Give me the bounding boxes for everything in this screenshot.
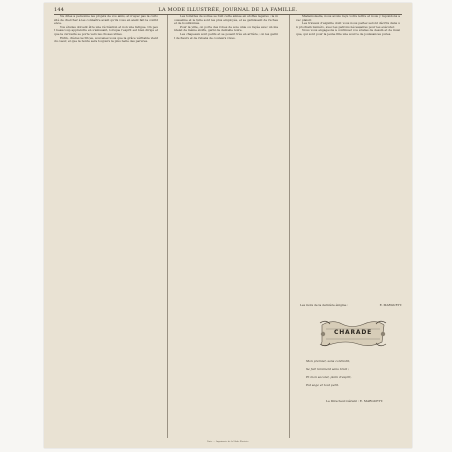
page-number: 144: [54, 7, 65, 13]
column-divider: [289, 15, 290, 438]
charade-title: CHARADE: [333, 329, 372, 336]
solution-label: Les mots de la dernière énigme :: [300, 303, 349, 307]
paragraph: Ne dites à personne les projets de vos amis, et n'ayez pas la curiosité de chercher à les connaître avant qu'ils vous en aient fait la confidence.: [54, 15, 158, 26]
paragraph: Enfin, chères lectrices, souvenez-vous que la grâce véritable vient du cœur, et que la bonté sera toujours la plus belle des parures.: [54, 35, 158, 44]
column-divider: [167, 15, 168, 438]
director-signature: Le Directeur-Gérant : E. MARGUETT.: [326, 399, 384, 403]
paragraph: Les chapeaux sont petits et se posent très en arrière ; on les garnit de fleurs et de rubans de couleurs vives.: [174, 31, 278, 40]
verse-line: Est sage et tout petit.: [306, 383, 339, 387]
column-3: [296, 15, 400, 305]
verse-line: Et mon second, plein d'esprit,: [306, 375, 352, 379]
journal-title: LA MODE ILLUSTRÉE, JOURNAL DE LA FAMILLE.: [158, 7, 298, 13]
paragraph: Les travaux d'aiguille dont vous nous parlez seront décrits dans un prochain numéro, avec les patrons nécessaires pour les exécuter.: [296, 21, 400, 29]
paragraph: Nous vous engageons à continuer vos études de dessin et de musique, qui sont pour la jeune fille une source de jouissances pures.: [296, 28, 400, 36]
solution-author: E. MARGUETT.: [379, 303, 402, 307]
paragraph: Les toilettes de soirée se font cette année en étoffes légères ; la mousseline et le tulle sont les plus employés, et se garnissent de ruches et de bouillonnés.: [174, 15, 278, 26]
column-1: [54, 15, 158, 438]
verse-line: Se fait rarement sans bruit ;: [306, 367, 350, 371]
paragraph: Mademoiselle, nous avons reçu votre lettre et nous y répondons avec plaisir.: [296, 15, 400, 22]
verse-line: Mon premier, sans contredit,: [306, 359, 351, 363]
newspaper-page: [44, 3, 412, 448]
paragraph: Vos études doivent être une récréation et non une fatigue. On peut beaucoup apprendre en s'amusant, lorsque l'esprit est bien dirigé et que la curiosité se porte vers les choses utiles.: [54, 24, 158, 36]
charade-banner: [318, 317, 388, 350]
paragraph: Pour la ville, on porte des robes de soie unie ou rayée avec un mantelet de même étoffe, garni de dentelle noire.: [174, 24, 278, 33]
charade-block: [296, 303, 402, 443]
printer-line: Paris. — Imprimerie de la Mode Illustrée.: [206, 441, 250, 443]
column-2: [174, 15, 278, 438]
